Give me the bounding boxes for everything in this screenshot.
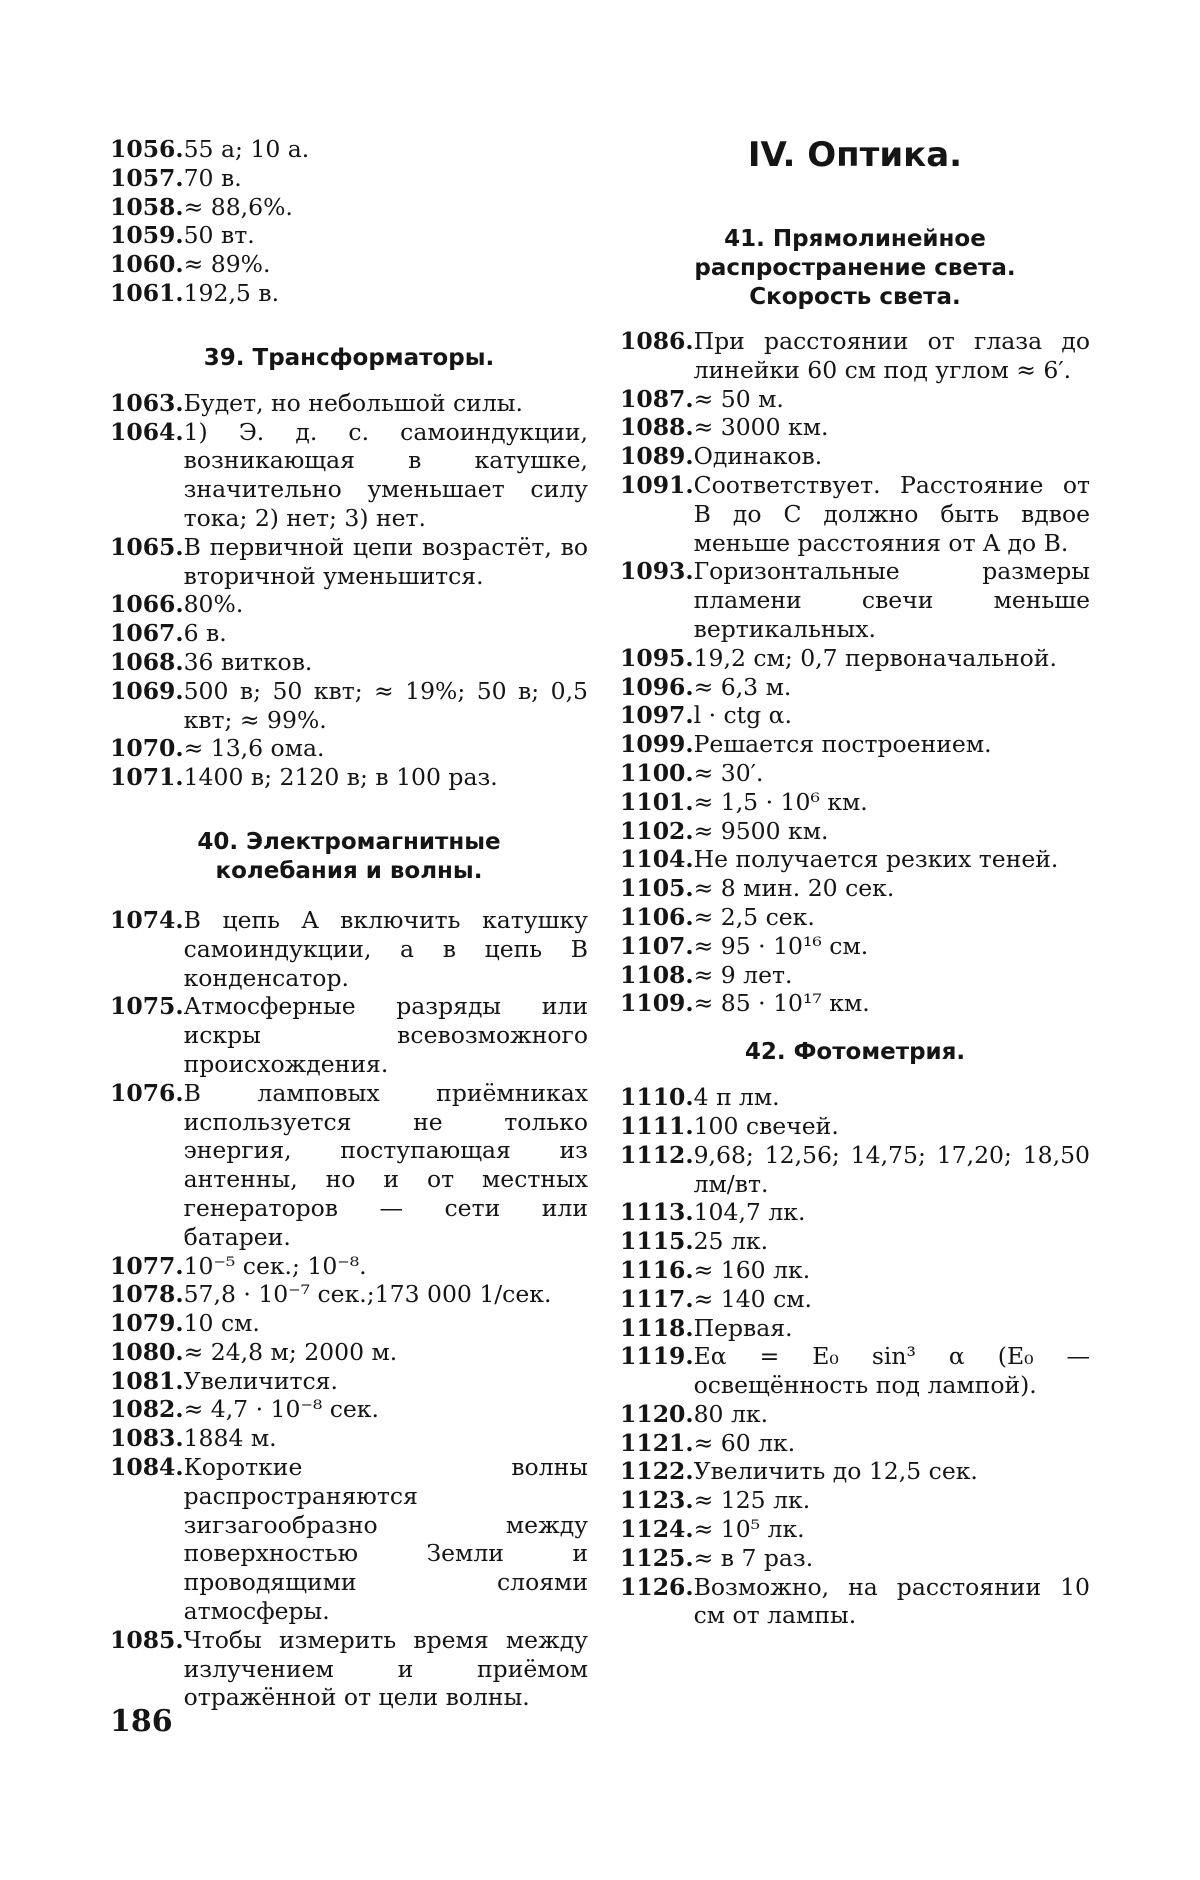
answer-entry [110,619,588,648]
answer-text: 4 π лм. [693,1083,780,1112]
answer-text: Будет, но небольшой силы. [183,388,523,417]
answer-text: Не получается резких теней. [693,845,1059,874]
answer-text: 192,5 в. [183,278,280,307]
page-number: 186 [110,1704,173,1739]
answer-entry [620,932,1090,961]
problem-number: 1064. [110,417,184,446]
answer-text: Увеличится. [183,1366,338,1395]
problem-number: 1068. [110,647,184,676]
answer-entry [620,788,1090,817]
problem-number: 1123. [620,1486,694,1515]
answer-text: ≈ в 7 раз. [693,1543,814,1572]
answer-text: ≈ 50 м. [693,384,784,413]
answer-text: ≈ 8 мин. 20 сек. [693,874,895,903]
answer-entry [620,1486,1090,1515]
problem-number: 1118. [620,1313,694,1342]
answer-text: ≈ 125 лк. [693,1486,811,1515]
answer-entry [110,135,588,164]
answer-entry [110,1424,588,1453]
answer-text: 1884 м. [183,1424,277,1453]
answer-text: Горизонтальные размеры пламени свечи меньше вертикальных. [693,557,1090,643]
answer-entry [620,1227,1090,1256]
answers-block-5 [620,1083,1090,1630]
problem-number: 1071. [110,763,184,792]
problem-number: 1063. [110,388,184,417]
problem-number: 1087. [620,384,694,413]
answer-text: Чтобы измерить время между излучением и приёмом отражённой от цели волны. [183,1625,588,1712]
problem-number: 1078. [110,1280,184,1309]
answer-text: 1400 в; 2120 в; в 100 раз. [183,763,498,792]
answer-entry [620,442,1090,471]
problem-number: 1075. [110,992,184,1021]
answer-text: ≈ 88,6%. [183,192,293,221]
answer-entry [620,701,1090,730]
answer-entry [110,1367,588,1396]
answer-text: Возможно, на расстоянии 10 см от лампы. [693,1572,1090,1630]
answer-text: ≈ 6,3 м. [693,672,792,701]
problem-number: 1065. [110,532,184,561]
problem-number: 1069. [110,676,184,705]
answer-text: 6 в. [183,619,227,648]
problem-number: 1058. [110,192,184,221]
problem-number: 1088. [620,413,694,442]
answer-text: Соответствует. Расстояние от B до C должно быть вдвое меньше расстояния от A до B. [693,470,1090,557]
answer-text: ≈ 60 лк. [693,1428,796,1457]
problem-number: 1126. [620,1572,694,1601]
answer-text: В ламповых приёмниках используется не только энергия, поступающая из антенны, но и от местных генераторов — сети или батареи. [183,1078,588,1251]
problem-number: 1079. [110,1309,184,1338]
problem-number: 1077. [110,1251,184,1280]
section-heading-39: 39. Трансформаторы. [203,344,495,371]
answer-text: ≈ 10⁵ лк. [693,1515,805,1544]
answer-text: 70 в. [183,163,242,192]
answer-entry [620,1342,1090,1400]
problem-number: 1116. [620,1255,694,1284]
answers-block-3 [110,906,588,1712]
problem-number: 1111. [620,1111,694,1140]
answer-entry [620,845,1090,874]
answer-text: 50 вт. [183,221,255,250]
answer-text: 100 свечей. [693,1111,839,1140]
answer-text: В цепь A включить катушку самоиндукции, а в цепь B конденсатор. [183,905,588,992]
problem-number: 1070. [110,734,184,763]
answer-entry [620,817,1090,846]
answer-entry [620,1083,1090,1112]
problem-number: 1093. [620,557,694,586]
answer-entry [620,989,1090,1018]
answer-text: 80%. [183,590,244,619]
answer-entry [620,1573,1090,1631]
problem-number: 1100. [620,758,694,787]
answer-text: ≈ 9 лет. [693,960,793,989]
problem-number: 1110. [620,1083,694,1112]
answer-entry [620,644,1090,673]
answer-entry [620,471,1090,557]
answer-entry [110,1395,588,1424]
answer-entry [110,1252,588,1281]
problem-number: 1060. [110,250,184,279]
answer-text: В первичной цепи возрастёт, во вторичной уменьшится. [183,532,588,590]
section-heading-40: 40. Электромагнитные колебания и волны. [197,828,501,884]
answer-text: Eα = E₀ sin³ α (E₀ — освещённость под лампой). [693,1342,1090,1400]
problem-number: 1121. [620,1428,694,1457]
answer-entry [620,1400,1090,1429]
answer-text: ≈ 89%. [183,250,271,279]
answer-entry [620,1515,1090,1544]
answer-entry [620,1256,1090,1285]
problem-number: 1067. [110,619,184,648]
right-column [620,135,1090,1630]
answer-entry [110,164,588,193]
answer-text: ≈ 24,8 м; 2000 м. [183,1337,398,1366]
part-title: IV. Оптика. [747,135,963,175]
problem-number: 1080. [110,1337,184,1366]
answer-entry [110,677,588,735]
answer-entry [110,734,588,763]
answer-text: 55 а; 10 а. [183,135,310,163]
answer-text: Одинаков. [693,442,823,471]
answer-text: ≈ 13,6 ома. [183,734,325,763]
answer-entry [110,1079,588,1252]
problem-number: 1113. [620,1198,694,1227]
answer-entry [620,413,1090,442]
problem-number: 1083. [110,1424,184,1453]
section-heading-41: 41. Прямолинейное распространение света. Скорость света. [694,226,1016,310]
problem-number: 1076. [110,1078,184,1107]
answer-text: Увеличить до 12,5 сек. [693,1457,978,1486]
answer-entry [620,557,1090,643]
problem-number: 1124. [620,1515,694,1544]
problem-number: 1089. [620,442,694,471]
problem-number: 1099. [620,730,694,759]
answer-entry [620,673,1090,702]
problem-number: 1086. [620,327,694,355]
answer-text: 1) Э. д. с. самоиндукции, возникающая в катушке, значительно уменьшает силу тока; 2) нет; 3) нет. [183,417,588,532]
problem-number: 1106. [620,902,694,931]
answer-text: ≈ 9500 км. [693,816,829,845]
answer-text: 80 лк. [693,1399,769,1428]
answer-text: При расстоянии от глаза до линейки 60 см под углом ≈ 6′. [693,327,1090,384]
answer-text: Решается построением. [693,730,992,759]
answer-entry [110,906,588,992]
answer-text: 500 в; 50 квт; ≈ 19%; 50 в; 0,5 квт; ≈ 99%. [183,676,588,734]
answer-text: 57,8 · 10⁻⁷ сек.;173 000 1/сек. [183,1280,552,1309]
problem-number: 1081. [110,1366,184,1395]
answer-entry [620,961,1090,990]
answer-text: 25 лк. [693,1227,769,1256]
problem-number: 1057. [110,163,184,192]
answer-entry [620,874,1090,903]
problem-number: 1125. [620,1543,694,1572]
answer-text: l · ctg α. [693,701,792,730]
problem-number: 1085. [110,1625,184,1654]
problem-number: 1061. [110,278,184,307]
problem-number: 1084. [110,1453,184,1482]
answer-entry [620,1198,1090,1227]
answers-block-2 [110,389,588,792]
left-column [110,135,588,1712]
answer-text: Атмосферные разряды или искры всевозможного происхождения. [183,992,588,1078]
answer-text: 104,7 лк. [693,1198,806,1227]
answer-text: ≈ 30′. [693,758,764,787]
answer-entry [110,389,588,418]
answer-text: ≈ 85 · 10¹⁷ км. [693,989,870,1018]
problem-number: 1122. [620,1457,694,1486]
answer-text: 9,68; 12,56; 14,75; 17,20; 18,50 лм/вт. [693,1140,1090,1198]
problem-number: 1109. [620,989,694,1018]
problem-number: 1107. [620,931,694,960]
answer-text: Первая. [693,1313,793,1342]
answer-entry [110,1338,588,1367]
problem-number: 1105. [620,874,694,903]
answer-entry [110,418,588,533]
problem-number: 1104. [620,845,694,874]
answer-entry [620,1314,1090,1343]
answer-text: ≈ 1,5 · 10⁶ км. [693,787,868,816]
problem-number: 1059. [110,221,184,250]
problem-number: 1112. [620,1140,694,1169]
answer-entry [110,193,588,222]
answer-text: 36 витков. [183,647,313,676]
problem-number: 1066. [110,590,184,619]
answer-entry [620,1285,1090,1314]
answer-entry [110,250,588,279]
answer-entry [620,903,1090,932]
answer-text: Короткие волны распространяются зигзагообразно между поверхностью Земли и проводящими слоями атмосферы. [183,1453,588,1626]
problem-number: 1120. [620,1399,694,1428]
answer-text: 10 см. [183,1309,260,1338]
answer-entry [620,327,1090,385]
problem-number: 1102. [620,816,694,845]
answer-entry [110,590,588,619]
answer-entry [620,1544,1090,1573]
answer-entry [110,1280,588,1309]
answers-block-4 [620,327,1090,1018]
answer-entry [620,759,1090,788]
answer-entry [620,1141,1090,1199]
problem-number: 1074. [110,905,184,934]
problem-number: 1096. [620,672,694,701]
answers-block-1 [110,135,588,308]
answer-text: ≈ 2,5 сек. [693,902,815,931]
answer-entry [110,533,588,591]
answer-entry [110,279,588,308]
answer-entry [620,1457,1090,1486]
problem-number: 1082. [110,1395,184,1424]
answer-entry [620,1112,1090,1141]
problem-number: 1108. [620,960,694,989]
answer-text: ≈ 160 лк. [693,1255,811,1284]
problem-number: 1095. [620,643,694,672]
problem-number: 1101. [620,787,694,816]
answer-entry [110,648,588,677]
answer-text: 10⁻⁵ сек.; 10⁻⁸. [183,1251,367,1280]
answer-entry [110,1453,588,1626]
problem-number: 1056. [110,135,184,163]
section-heading-42: 42. Фотометрия. [744,1039,966,1066]
answer-text: 19,2 см; 0,7 первоначальной. [693,643,1057,672]
problem-number: 1091. [620,470,694,499]
answer-text: ≈ 4,7 · 10⁻⁸ сек. [183,1395,379,1424]
answer-entry [110,763,588,792]
answer-entry [110,992,588,1078]
answer-entry [110,221,588,250]
answer-entry [110,1309,588,1338]
problem-number: 1117. [620,1284,694,1313]
answer-text: ≈ 3000 км. [693,413,829,442]
answer-entry [620,730,1090,759]
problem-number: 1119. [620,1342,694,1371]
answer-entry [110,1626,588,1712]
answer-text: ≈ 95 · 10¹⁶ см. [693,931,869,960]
problem-number: 1097. [620,701,694,730]
answer-entry [620,385,1090,414]
answer-text: ≈ 140 см. [693,1284,812,1313]
problem-number: 1115. [620,1227,694,1256]
answer-entry [620,1429,1090,1458]
